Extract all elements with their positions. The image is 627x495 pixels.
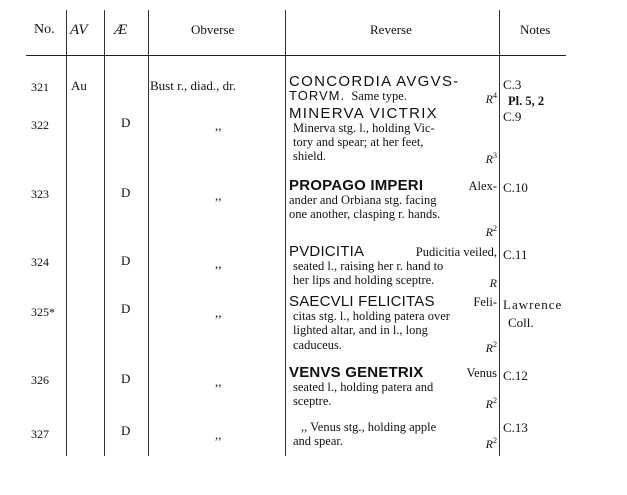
row-322-number: 322 (31, 118, 49, 132)
row-323-notes: C.10 (503, 180, 528, 195)
row-322-obverse-ditto: ,, (215, 118, 222, 133)
row-326-notes: C.12 (503, 368, 528, 383)
row-323-number: 323 (31, 187, 49, 201)
row-325-notes-continued: Coll. (508, 315, 534, 330)
row-323-reverse (289, 179, 497, 239)
row-327-number: 327 (31, 427, 49, 441)
row-321-number: 321 (31, 80, 49, 94)
row-322-reverse (289, 106, 497, 167)
rarity: $R^2$ (485, 436, 497, 452)
header-notes: Notes (520, 22, 551, 37)
reverse-text: Feli- (473, 295, 497, 309)
reverse-legend: CONCORDIA AVGVS- (289, 73, 460, 90)
row-321-notes: C.3 (503, 77, 522, 92)
reverse-text-line: seated l., raising her r. hand to (293, 259, 444, 274)
rarity: $R^3$ (485, 151, 497, 167)
reverse-legend: PROPAGO IMPERI (289, 177, 424, 194)
row-326-denomination: D (121, 371, 131, 386)
row-323-obverse-ditto: ,, (215, 188, 222, 203)
column-rule-3 (148, 10, 149, 456)
rarity: $R^2$ (485, 396, 497, 412)
column-rule-4 (285, 10, 286, 456)
rarity: $R^2$ (485, 339, 497, 355)
row-325-obverse-ditto: ,, (215, 305, 222, 320)
row-321-reverse (289, 74, 497, 106)
reverse-legend-continued: TORVM. (289, 88, 346, 103)
row-323-denomination: D (121, 185, 131, 200)
reverse-text-line: ander and Orbiana stg. facing (289, 193, 437, 208)
column-rule-5 (499, 10, 500, 456)
reverse-text-line: shield. (293, 149, 326, 164)
row-322-denomination: D (121, 115, 131, 130)
row-326-obverse-ditto: ,, (215, 374, 222, 389)
row-327-notes: C.13 (503, 420, 528, 435)
reverse-legend: MINERVA VICTRIX (289, 105, 438, 122)
rarity: $R^4$ (485, 91, 497, 106)
rarity: $R^2$ (485, 223, 497, 239)
reverse-text: Venus (466, 366, 497, 380)
row-325-notes: Lawrence (503, 297, 563, 312)
row-326-reverse (289, 366, 497, 412)
reverse-text-line: citas stg. l., holding patera over (293, 309, 450, 324)
row-325-reverse (289, 295, 497, 355)
reverse-text-line: seated l., holding patera and (293, 380, 434, 395)
column-rule-2 (104, 10, 105, 456)
reverse-text-line: one another, clasping r. hands. (289, 207, 441, 222)
row-327-reverse (289, 420, 497, 451)
reverse-text-line: caduceus. (293, 337, 342, 352)
reverse-text-line: and spear. (293, 434, 343, 449)
row-324-denomination: D (121, 253, 131, 268)
rarity: R (489, 276, 497, 291)
row-324-reverse (289, 245, 497, 291)
row-326-number: 326 (31, 373, 49, 387)
reverse-text: Alex- (468, 179, 497, 193)
row-322-notes: C.9 (503, 109, 522, 124)
reverse-text-line: lighted altar, and in l., long (293, 323, 428, 338)
reverse-legend: SAECVLI FELICITAS (289, 293, 435, 310)
row-325-denomination: D (121, 301, 131, 316)
row-321-obverse: Bust r., diad., dr. (150, 78, 236, 93)
row-327-denomination: D (121, 423, 131, 438)
reverse-text: Same type. (351, 89, 407, 103)
row-324-number: 324 (31, 255, 49, 269)
reverse-text-line: sceptre. (293, 394, 332, 409)
row-321-metal: Au (71, 78, 87, 93)
reverse-text-line: her lips and holding sceptre. (293, 273, 435, 288)
reverse-legend: VENVS GENETRIX (289, 364, 424, 381)
reverse-legend: PVDICITIA (289, 243, 365, 260)
reverse-text-line: Minerva stg. l., holding Vic- (293, 121, 435, 135)
header-obverse: Obverse (191, 22, 235, 37)
header-no: No. (34, 22, 55, 37)
row-324-obverse-ditto: ,, (215, 256, 222, 271)
header-rule (26, 55, 566, 56)
row-324-notes: C.11 (503, 247, 528, 262)
row-325-number: 325* (31, 305, 55, 319)
header-reverse: Reverse (370, 22, 412, 37)
column-rule-1 (66, 10, 67, 456)
row-327-obverse-ditto: ,, (215, 427, 222, 442)
header-bronze: Æ (114, 22, 128, 38)
header-gold: AV (70, 22, 88, 38)
reverse-text-line: ,, Venus stg., holding apple (301, 420, 437, 434)
reverse-text: Pudicitia veiled, (415, 245, 497, 259)
row-321-plate: Pl. 5, 2 (508, 94, 545, 108)
reverse-text-line: tory and spear; at her feet, (293, 135, 424, 150)
